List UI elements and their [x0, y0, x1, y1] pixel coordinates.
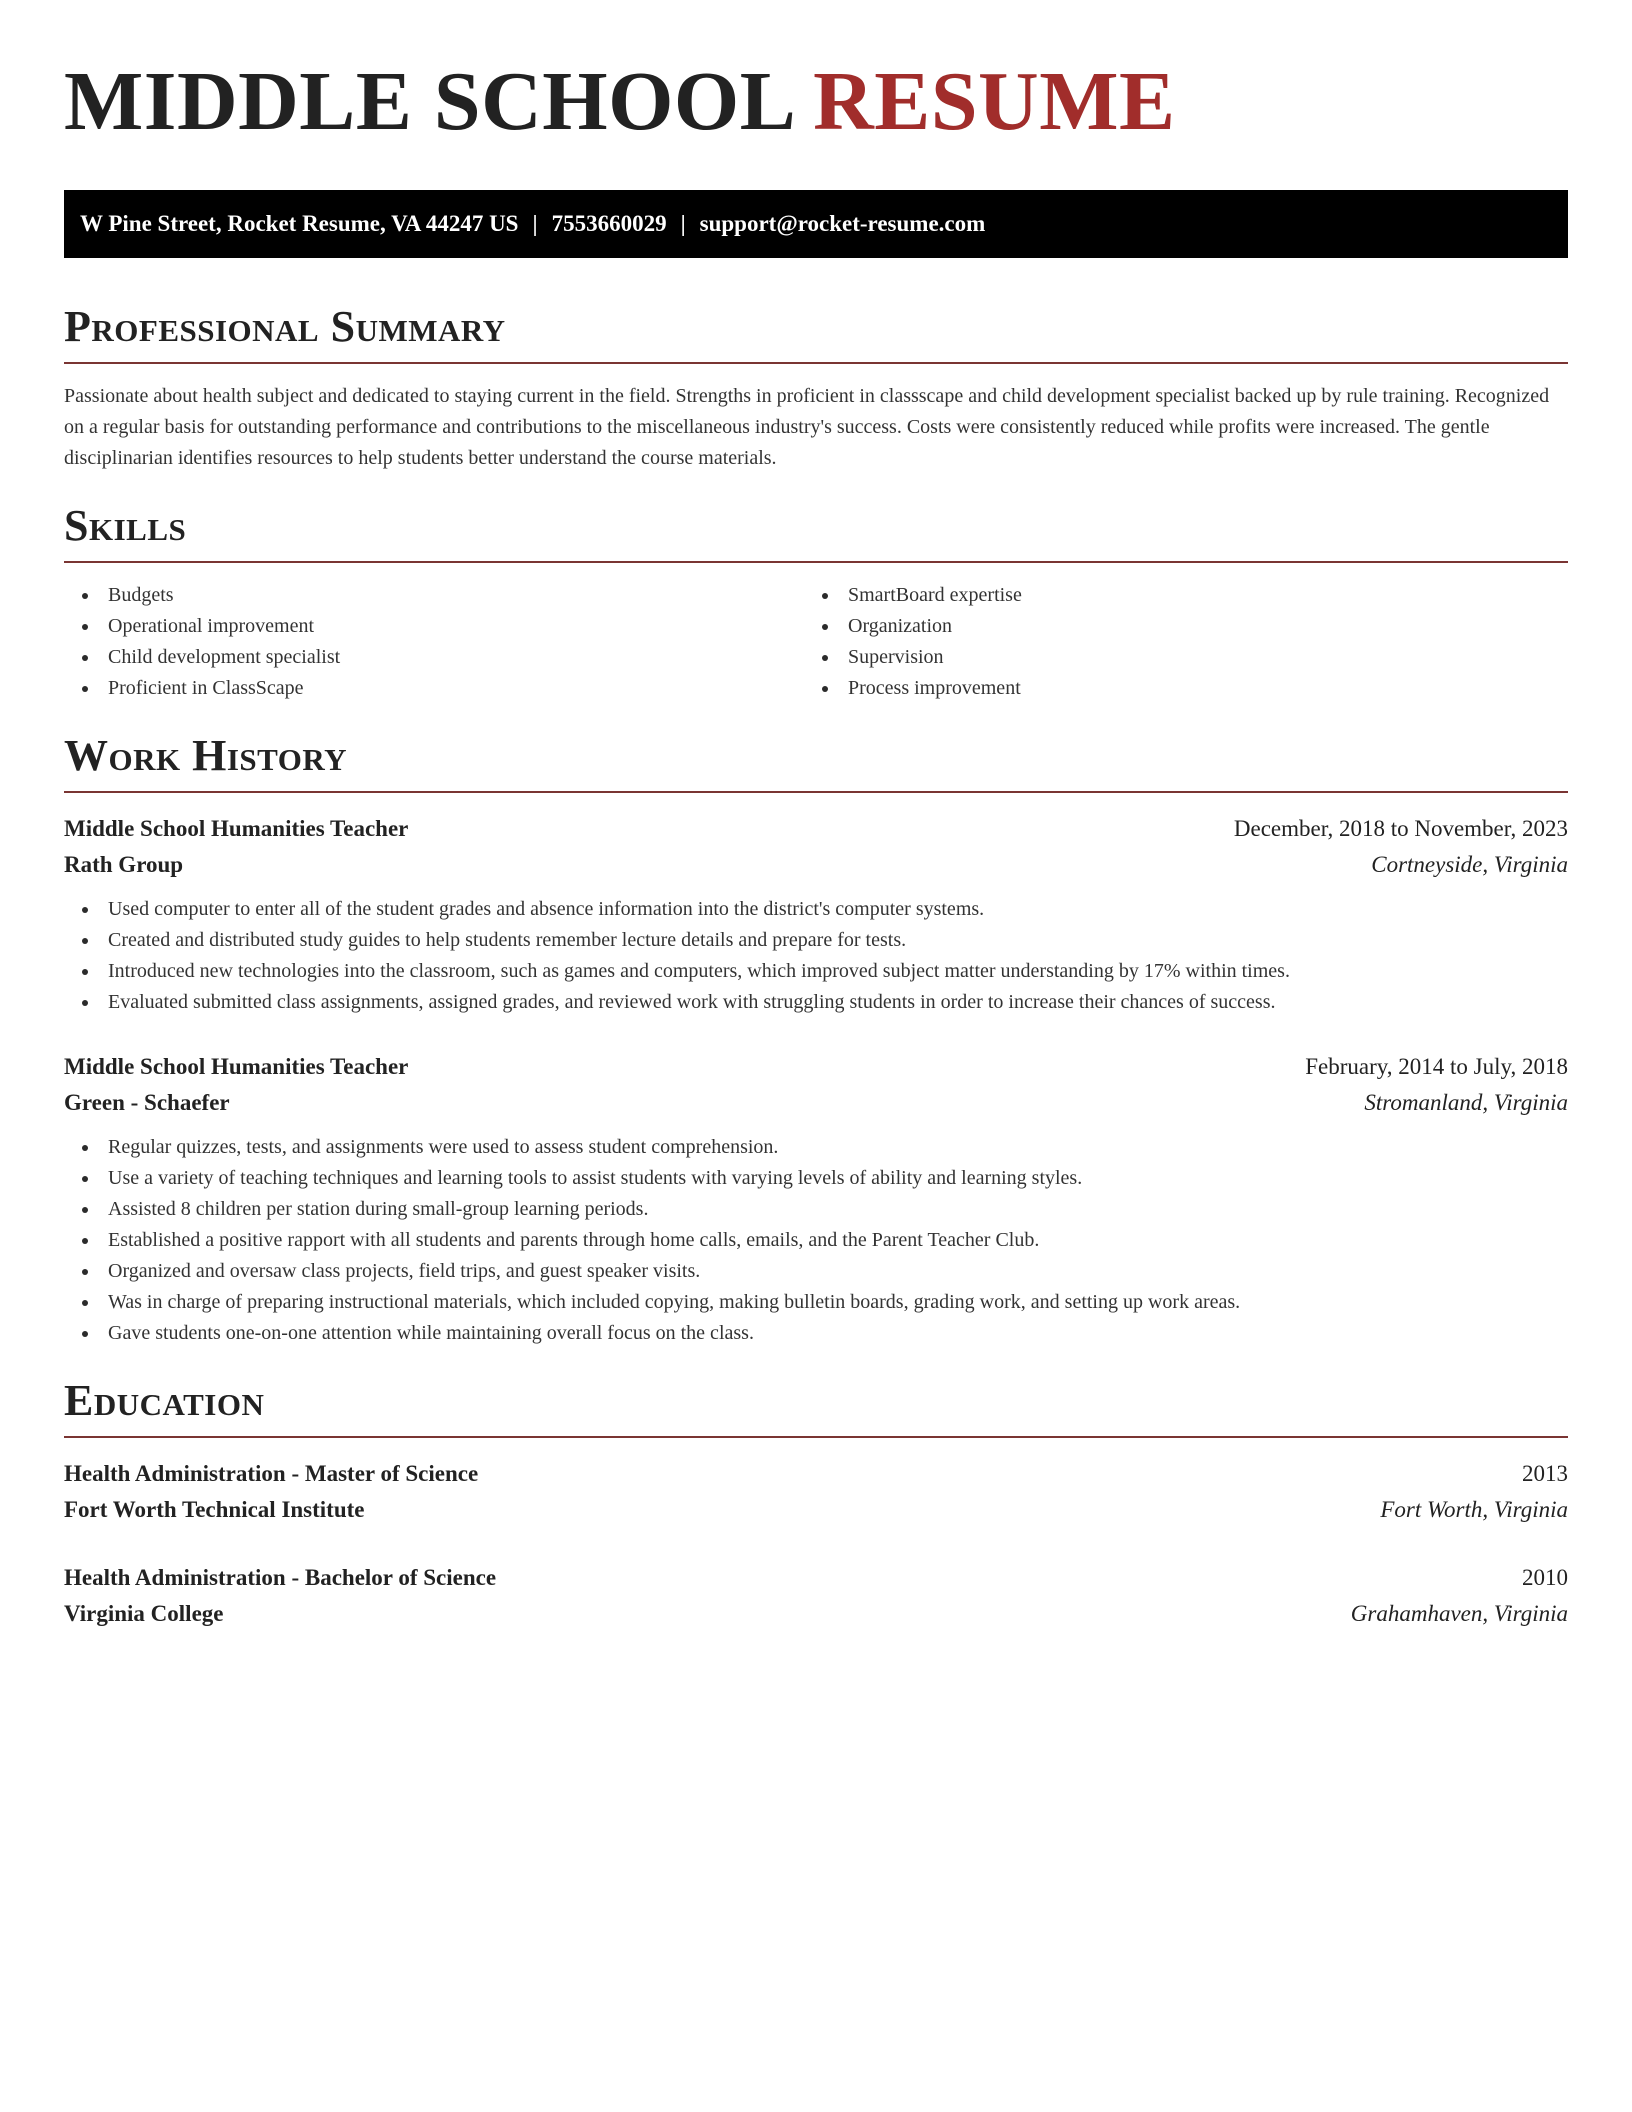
- school-location: Grahamhaven, Virginia: [1350, 1601, 1568, 1626]
- school-location: Fort Worth, Virginia: [1380, 1497, 1568, 1522]
- job-company: Rath Group: [64, 852, 184, 877]
- job-bullet: Was in charge of preparing instructional materials, which included copying, making bulletin boards, grading work, and setting up work areas.: [64, 1287, 1568, 1318]
- job-bullet: Use a variety of teaching techniques and learning tools to assist students with varying levels of ability and learning styles.: [64, 1163, 1568, 1194]
- job-bullets: [64, 1132, 1568, 1349]
- job-bullet: Organized and oversaw class projects, field trips, and guest speaker visits.: [64, 1256, 1568, 1287]
- section-divider: [64, 1436, 1568, 1438]
- skill-item: Supervision: [804, 642, 1568, 673]
- school-name: Virginia College: [64, 1601, 224, 1626]
- job-bullet: Assisted 8 children per station during small-group learning periods.: [64, 1194, 1568, 1225]
- resume-title: [64, 56, 1568, 148]
- degree-year: 2010: [1522, 1565, 1568, 1590]
- skills-grid: [64, 580, 1568, 704]
- contact-email: support@rocket-resume.com: [699, 211, 986, 236]
- job-bullets: [64, 894, 1568, 1018]
- job-bullet: Introduced new technologies into the classroom, such as games and computers, which improved subject matter understanding by 17% within times.: [64, 956, 1568, 987]
- skill-item: Proficient in ClassScape: [64, 673, 804, 704]
- job-bullet: Created and distributed study guides to help students remember lecture details and prepare for tests.: [64, 925, 1568, 956]
- degree-year: 2013: [1522, 1461, 1568, 1486]
- contact-separator: |: [680, 211, 686, 236]
- job-title: Middle School Humanities Teacher: [64, 1054, 409, 1079]
- degree-title: Health Administration - Master of Science: [64, 1461, 479, 1486]
- school-name: Fort Worth Technical Institute: [64, 1497, 365, 1522]
- skills-list-left: [64, 580, 804, 704]
- job-bullet: Gave students one-on-one attention while maintaining overall focus on the class.: [64, 1318, 1568, 1349]
- job-location: Stromanland, Virginia: [1364, 1090, 1568, 1115]
- contact-phone: 7553660029: [551, 211, 667, 236]
- skill-item: Budgets: [64, 580, 804, 611]
- school-row: [64, 1596, 1568, 1632]
- summary-text: Passionate about health subject and dedicated to staying current in the field. Strengths in proficient in classscape and child development specialist backed up by rule training. Recognized on a regular basis for outstanding performance and contributions to the miscellaneous industry's success. Costs were consistently reduced while profits were increased. The gentle disciplinarian identifies resources to help students better understand the course materials.: [64, 385, 1550, 469]
- summary-heading: Professional Summary: [64, 302, 506, 351]
- education-heading: Education: [64, 1376, 265, 1425]
- job-entry: [64, 1049, 1568, 1349]
- skill-item: SmartBoard expertise: [804, 580, 1568, 611]
- skill-item: Organization: [804, 611, 1568, 642]
- contact-separator: |: [532, 211, 538, 236]
- job-title-row: [64, 811, 1568, 847]
- job-company-row: [64, 1085, 1568, 1121]
- skill-item: Process improvement: [804, 673, 1568, 704]
- education-entry: [64, 1456, 1568, 1528]
- section-divider: [64, 791, 1568, 793]
- job-bullet: Evaluated submitted class assignments, assigned grades, and reviewed work with struggling students in order to increase their chances of success.: [64, 987, 1568, 1018]
- education-entry: [64, 1560, 1568, 1632]
- degree-title: Health Administration - Bachelor of Science: [64, 1565, 497, 1590]
- job-bullet: Established a positive rapport with all students and parents through home calls, emails, and the Parent Teacher Club.: [64, 1225, 1568, 1256]
- job-company-row: [64, 847, 1568, 883]
- education-section: [64, 1376, 1568, 1632]
- degree-row: [64, 1560, 1568, 1596]
- skill-item: Operational improvement: [64, 611, 804, 642]
- job-title: Middle School Humanities Teacher: [64, 816, 409, 841]
- job-dates: February, 2014 to July, 2018: [1305, 1054, 1568, 1079]
- contact-address: W Pine Street, Rocket Resume, VA 44247 US: [80, 211, 519, 236]
- job-company: Green - Schaefer: [64, 1090, 230, 1115]
- summary-section: [64, 302, 1568, 474]
- degree-row: [64, 1456, 1568, 1492]
- school-row: [64, 1492, 1568, 1528]
- work-heading: Work History: [64, 731, 348, 780]
- section-divider: [64, 561, 1568, 563]
- job-dates: December, 2018 to November, 2023: [1233, 816, 1568, 841]
- title-main: MIDDLE SCHOOL: [64, 55, 792, 148]
- job-location: Cortneyside, Virginia: [1371, 852, 1568, 877]
- title-accent: RESUME: [813, 55, 1176, 148]
- skill-item: Child development specialist: [64, 642, 804, 673]
- job-entry: [64, 811, 1568, 1018]
- job-bullet: Used computer to enter all of the student grades and absence information into the district's computer systems.: [64, 894, 1568, 925]
- job-title-row: [64, 1049, 1568, 1085]
- skills-section: [64, 501, 1568, 704]
- job-bullet: Regular quizzes, tests, and assignments were used to assess student comprehension.: [64, 1132, 1568, 1163]
- section-divider: [64, 362, 1568, 364]
- work-section: [64, 731, 1568, 1349]
- skills-list-right: [804, 580, 1568, 704]
- skills-heading: Skills: [64, 501, 187, 550]
- contact-bar: [64, 190, 1568, 258]
